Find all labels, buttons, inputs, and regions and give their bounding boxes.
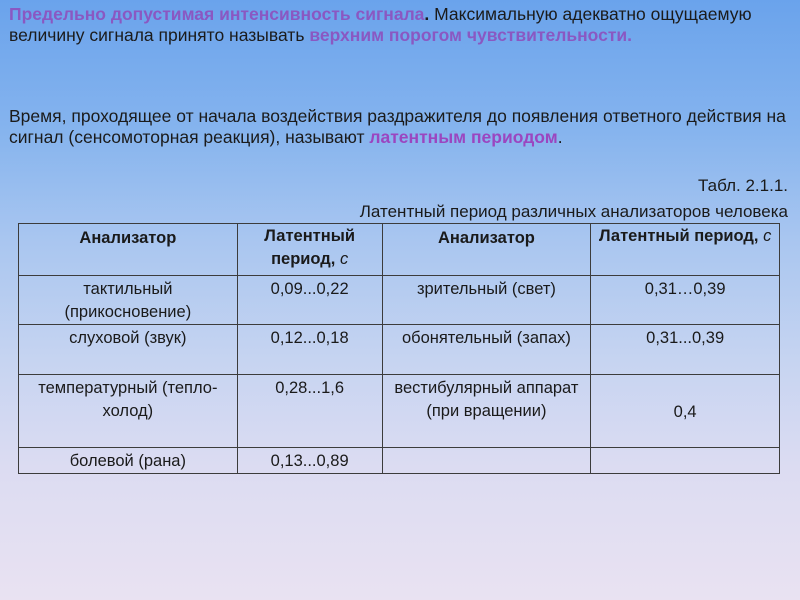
header-period-1-label: Латентный период,: [264, 227, 355, 268]
header-period-2-label: Латентный период,: [598, 227, 759, 245]
cell-period: 0,4: [591, 375, 780, 448]
header-period-2-unit: с: [763, 227, 772, 245]
term-upper-threshold: верхним порогом чувствительности.: [309, 25, 633, 45]
header-analyzer-1: Анализатор: [19, 224, 238, 276]
cell-analyzer: обонятельный (запах): [382, 325, 591, 375]
header-analyzer-2: Анализатор: [382, 224, 591, 276]
cell-period: 0,13...0,89: [237, 448, 382, 474]
cell-analyzer: температурный (тепло-холод): [19, 375, 238, 448]
term-latent-period: латентным периодом: [369, 127, 558, 147]
cell-period: 0,12...0,18: [237, 325, 382, 375]
cell-analyzer: [382, 448, 591, 474]
cell-analyzer: зрительный (свет): [382, 276, 591, 325]
table-caption: Латентный период различных анализаторов человека: [359, 202, 788, 221]
table-row: [19, 448, 780, 474]
header-period-1: [237, 224, 382, 276]
latency-paragraph: [9, 106, 799, 148]
table-row: [19, 276, 780, 325]
table-number: Табл. 2.1.1.: [698, 176, 788, 195]
cell-analyzer: вестибулярный аппарат (при вращении): [382, 375, 591, 448]
cell-analyzer: слуховой (звук): [19, 325, 238, 375]
header-period-2: [591, 224, 780, 276]
header-period-1-unit: с: [339, 250, 349, 268]
cell-period: [591, 448, 780, 474]
intro-paragraph: [9, 4, 769, 46]
term-max-intensity: Предельно допустимая интенсивность сигнала: [9, 4, 425, 24]
cell-period: 0,28...1,6: [237, 375, 382, 448]
cell-period: 0,09...0,22: [237, 276, 382, 325]
latency-end: .: [557, 127, 563, 147]
latency-table: [18, 223, 780, 474]
cell-analyzer: болевой (рана): [19, 448, 238, 474]
cell-analyzer: тактильный (прикосновение): [19, 276, 238, 325]
latency-text: Время, проходящее от начала воздействия раздражителя до появления ответного действия на сигнал (сенсомоторная реакция), называют: [9, 106, 786, 147]
table-row: [19, 325, 780, 375]
table-header-row: [19, 224, 780, 276]
term-max-intensity-dot: .: [424, 4, 430, 24]
cell-period: 0,31...0,39: [591, 325, 780, 375]
intro-text: Максимальную адекватно ощущаемую величину сигнала принято называть: [9, 4, 752, 45]
table-row: [19, 375, 780, 448]
cell-period: 0,31…0,39: [591, 276, 780, 325]
